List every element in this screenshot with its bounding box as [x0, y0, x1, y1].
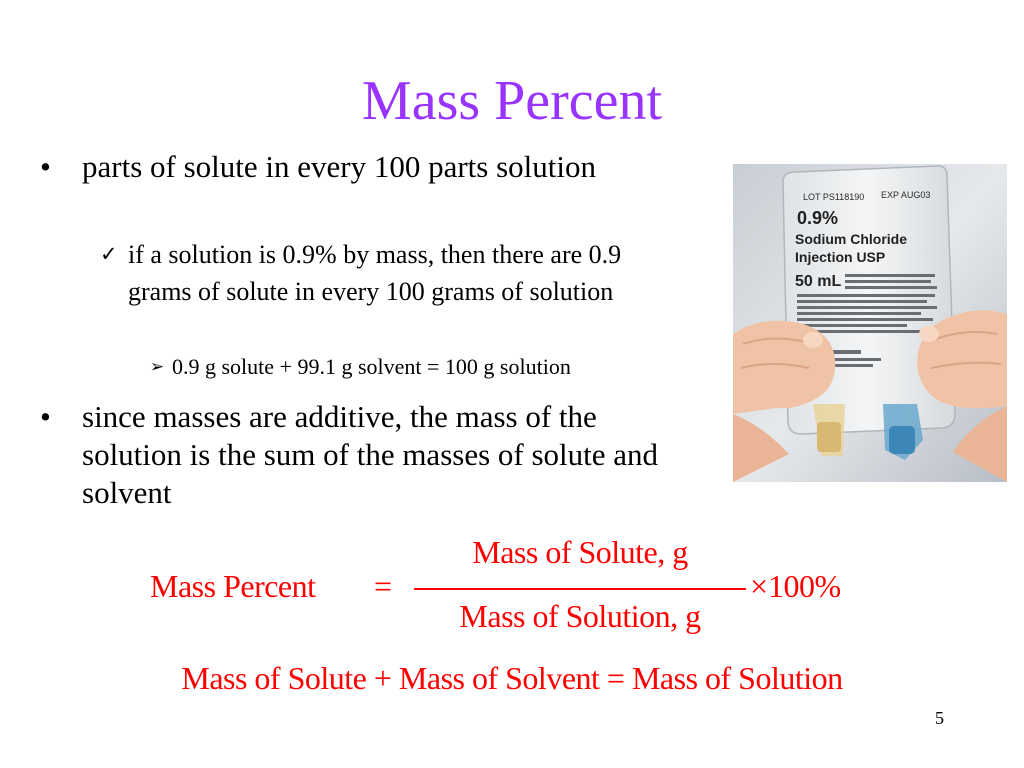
fraction-bar [414, 588, 746, 590]
sub-sub-bullet-1-text: 0.9 g solute + 99.1 g solvent = 100 g solution [172, 354, 571, 379]
formula-numerator: Mass of Solute, g [472, 534, 688, 570]
lot-label: LOT PS118190 [803, 192, 865, 202]
product-name-line2: Injection USP [795, 249, 886, 265]
mass-percent-formula [0, 530, 1024, 650]
bullet-2-text: since masses are additive, the mass of the solution is the sum of the masses of solute and solvent [82, 399, 659, 510]
multiply-sign: × [750, 568, 768, 604]
page-number: 5 [935, 708, 944, 728]
arrowhead-icon: ➢ [150, 357, 165, 377]
equals-sign: = [374, 568, 392, 604]
volume-label: 50 mL [795, 273, 842, 290]
product-name-line1: Sodium Chloride [795, 231, 907, 247]
checkmark-icon: ✓ [100, 242, 118, 266]
formula-denominator: Mass of Solution, g [459, 598, 701, 634]
slide-title: Mass Percent [361, 70, 663, 132]
sub-bullet-1-text: if a solution is 0.9% by mass, then there are 0.9 grams of solute in every 100 grams of solution [128, 240, 622, 306]
formula-lhs: Mass Percent [150, 568, 316, 604]
bullet-marker: • [40, 399, 51, 434]
strength-label: 0.9% [797, 208, 839, 228]
mass-sum-formula: Mass of Solute + Mass of Solvent = Mass of Solution [181, 660, 843, 696]
iv-bag-photo [733, 164, 1007, 482]
iv-bag [783, 166, 955, 460]
bullet-1-text: parts of solute in every 100 parts solution [82, 149, 596, 184]
bullet-marker: • [40, 149, 51, 184]
formula-factor: 100% [768, 568, 841, 604]
exp-label: EXP AUG03 [881, 190, 931, 200]
